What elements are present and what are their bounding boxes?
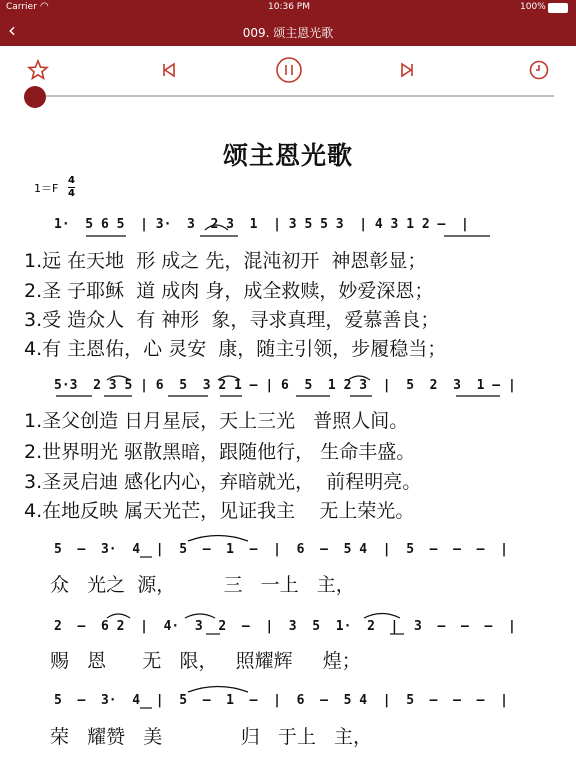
key-signature: 1＝F — [34, 182, 59, 195]
song-title: 颂主恩光歌 — [222, 141, 353, 170]
wifi-icon: ◠ — [40, 1, 49, 12]
lyric-line: 3.受 造众人 有 神形 象，寻求真理，爱慕善良； — [24, 309, 440, 331]
score-row-1-notes: 1· 5 6 5 | 3· 3 2 3 1 | 3 5 5 3 | 4 3 1 2 – | — [54, 217, 469, 232]
lyric-line: 众 光之 源， 三 一上 主， — [50, 574, 355, 596]
carrier-label: Carrier — [6, 2, 37, 12]
time-signature-top: 4 — [68, 175, 75, 186]
lyric-line: 4.在地反映 属天光芒，见证我主 无上荣光。 — [24, 500, 415, 522]
clock-label: 10:36 PM — [268, 2, 310, 12]
score-row-3-notes: 5 – 3· 4 | 5 – 1 – | 6 – 5 4 | 5 – – – | — [54, 542, 508, 557]
lyric-line: 1.圣父创造 日月星辰，天上三光 普照人间。 — [24, 410, 409, 432]
score-row-5-notes: 5 – 3· 4 | 5 – 1 – | 6 – 5 4 | 5 – – – | — [54, 693, 508, 708]
score-row-2-notes: 5·3 2 3 5 | 6 5 3 2 1 – | 6 5 1 2 3 | 5 2 3 1 – | — [54, 378, 516, 393]
battery-percent: 100% — [520, 2, 546, 12]
lyric-line: 2.世界明光 驱散黑暗，跟随他行， 生命丰盛。 — [24, 441, 416, 463]
lyric-line: 3.圣灵启迪 感化内心，弃暗就光， 前程明亮。 — [24, 471, 422, 493]
nav-title: 009. 颂主恩光歌 — [242, 26, 334, 40]
lyric-line: 荣 耀赞 美 归 于上 主， — [50, 726, 372, 748]
lyric-line: 2.圣 子耶稣 道 成肉 身，成全救赎，妙爱深恩； — [24, 280, 434, 302]
score-row-4-notes: 2 – 6 2 | 4· 3 2 – | 3 5 1· 2 | 3 – – – | — [54, 619, 516, 634]
lyric-line: 赐 恩 无 限， 照耀辉 煌； — [50, 650, 361, 672]
back-button[interactable]: ‹ — [8, 18, 16, 42]
lyric-line: 1.远 在天地 形 成之 先，混沌初开 神恩彰显； — [24, 250, 427, 272]
lyric-line: 4.有 主恩佑，心 灵安 康，随主引领，步履稳当； — [24, 338, 447, 360]
time-signature-bottom: 4 — [68, 188, 75, 199]
